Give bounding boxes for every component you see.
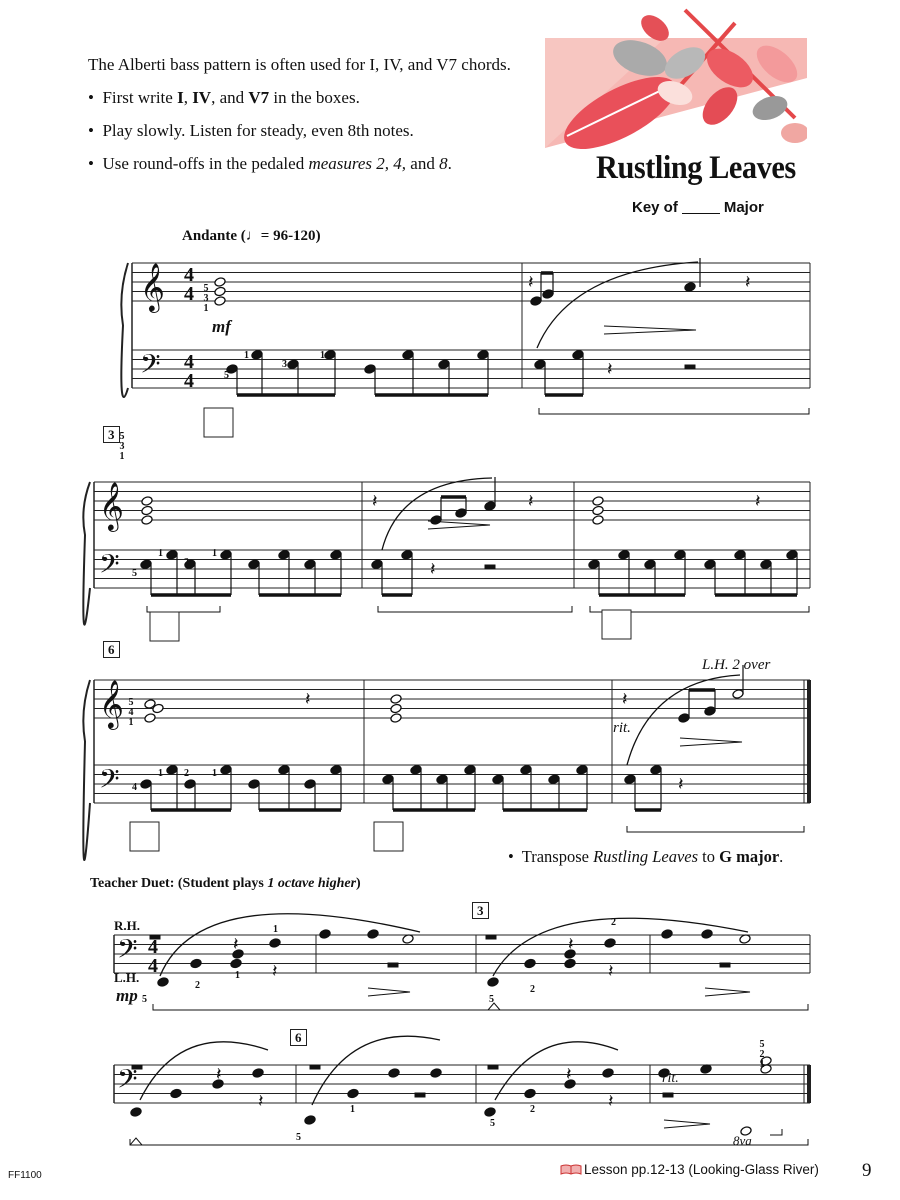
quarter-rest-icon: 𝄽 <box>430 559 436 580</box>
note-head <box>166 549 178 560</box>
note-head <box>214 286 226 297</box>
bass-clef-icon: 𝄢 <box>99 763 120 801</box>
note-head <box>602 1068 614 1079</box>
note-head <box>624 774 636 785</box>
note-head <box>330 764 342 775</box>
note-head <box>786 549 798 560</box>
finger-number: 5 <box>490 1118 495 1129</box>
note-head <box>678 713 690 724</box>
note-head <box>477 349 489 360</box>
note-head <box>304 779 316 790</box>
time-signature: 4 <box>148 955 158 977</box>
finger-number: 1 <box>212 548 217 559</box>
chord-answer-box[interactable] <box>374 822 403 851</box>
note-head <box>487 977 499 988</box>
time-signature: 4 <box>184 370 194 392</box>
book-icon <box>560 1164 582 1175</box>
duet-bass-staff-1 <box>114 935 810 973</box>
note-head <box>704 706 716 717</box>
note-head <box>484 1107 496 1118</box>
note-head <box>704 559 716 570</box>
measure-number-6: 6 <box>103 641 120 658</box>
finger-number: 2 <box>195 980 200 991</box>
half-rest <box>310 1065 320 1069</box>
finger-number: 1 <box>158 548 163 559</box>
note-head <box>324 349 336 360</box>
rit-marking-duet: rit. <box>662 1071 679 1086</box>
brace <box>83 482 90 625</box>
quarter-rest-icon: 𝄽 <box>372 491 378 512</box>
treble-clef-icon: 𝄞 <box>99 481 124 530</box>
note-head <box>319 929 331 940</box>
pedal-peak <box>130 1138 142 1145</box>
duet-measure-number-3: 3 <box>472 902 489 919</box>
finger-number: 5 <box>296 1132 301 1143</box>
slur <box>537 262 698 348</box>
quarter-rest-icon: 𝄽 <box>233 934 239 955</box>
note-head <box>184 779 196 790</box>
slur <box>382 478 492 550</box>
note-head <box>661 929 673 940</box>
note-head <box>734 549 746 560</box>
time-signature: 4 <box>184 351 194 373</box>
note-head <box>542 289 554 300</box>
quarter-note-icon: ♩ <box>245 228 261 244</box>
note-head <box>548 774 560 785</box>
note-head <box>438 359 450 370</box>
finger-number: 2 <box>611 917 616 928</box>
piece-title: Rustling Leaves <box>596 150 796 186</box>
intro-line: The Alberti bass pattern is often used for I, IV, and V7 chords. <box>88 55 511 74</box>
duet-measure-number-6: 6 <box>290 1029 307 1046</box>
note-head <box>455 508 467 519</box>
bass-clef-icon: 𝄢 <box>117 933 138 971</box>
half-rest <box>388 963 398 967</box>
half-rest <box>485 565 495 569</box>
time-signature: 4 <box>148 936 158 958</box>
lh-over-note: L.H. 2 over <box>702 657 771 673</box>
note-head <box>252 1068 264 1079</box>
half-rest <box>486 935 496 939</box>
finger-number: 2 <box>184 557 189 568</box>
half-rest <box>415 1093 425 1097</box>
bass-staff-2 <box>94 550 810 588</box>
finger-number: 1 <box>273 924 278 935</box>
quarter-rest-icon: 𝄽 <box>258 1091 264 1112</box>
note-head <box>141 515 153 526</box>
note-head <box>520 764 532 775</box>
finger-number: 1 <box>212 768 217 779</box>
decrescendo <box>604 326 696 334</box>
note-head <box>464 764 476 775</box>
note-head <box>364 364 376 375</box>
brace <box>83 680 90 860</box>
note-head <box>269 938 281 949</box>
quarter-rest-icon: 𝄽 <box>607 359 613 380</box>
measure-number-3: 3 <box>103 426 120 443</box>
finger-number: 1 <box>235 970 240 981</box>
note-head <box>492 774 504 785</box>
note-head <box>760 559 772 570</box>
note-head <box>140 779 152 790</box>
pedal-bracket <box>627 826 804 832</box>
note-head <box>230 958 242 969</box>
note-head <box>576 764 588 775</box>
decrescendo <box>705 988 750 996</box>
slur <box>495 1042 618 1100</box>
note-head <box>390 694 402 705</box>
time-signature: 4 <box>184 264 194 286</box>
note-head <box>214 277 226 288</box>
dynamic-mp: mp <box>116 986 138 1005</box>
note-head <box>732 689 744 700</box>
note-head <box>251 349 263 360</box>
note-head <box>592 496 604 507</box>
note-head <box>588 559 600 570</box>
quarter-rest-icon: 𝄽 <box>622 689 628 710</box>
finger-number: 1 <box>350 1104 355 1115</box>
finger-number: 2 <box>530 1104 535 1115</box>
finger-number: 5 <box>224 370 229 381</box>
note-head <box>278 764 290 775</box>
slur <box>140 1042 268 1100</box>
lesson-reference: Lesson pp.12-13 (Looking-Glass River) <box>560 1162 819 1177</box>
bullet-1: • First write I, IV, and V7 in the boxes. <box>88 88 360 107</box>
finger-number: 5 <box>132 568 137 579</box>
note-head <box>304 559 316 570</box>
key-of-label: Key of Major <box>632 199 764 216</box>
quarter-rest-icon: 𝄽 <box>528 491 534 512</box>
finger-number: 1 <box>244 350 249 361</box>
finger-number: 4 <box>132 782 137 793</box>
bass-clef-icon: 𝄢 <box>99 548 120 586</box>
teacher-duet-heading: Teacher Duet: (Student plays 1 octave higher) <box>90 876 361 891</box>
fingering-chord-531-m1: 5 3 1 <box>203 283 209 314</box>
note-head <box>388 1068 400 1079</box>
note-head <box>592 515 604 526</box>
note-head <box>304 1115 316 1126</box>
note-head <box>390 713 402 724</box>
quarter-rest-icon: 𝄽 <box>216 1064 222 1085</box>
note-head <box>190 958 202 969</box>
note-head <box>701 929 713 940</box>
note-head <box>367 929 379 940</box>
pedal-bracket <box>130 1139 808 1145</box>
tempo-marking: Andante (♩= 96-120) <box>182 228 321 244</box>
bass-clef-icon: 𝄢 <box>117 1063 138 1101</box>
quarter-rest-icon: 𝄽 <box>305 689 311 710</box>
bass-staff-3 <box>94 765 810 803</box>
fingering-chord-531-m3: 5 3 1 <box>119 431 125 462</box>
note-head <box>130 1107 142 1118</box>
note-head <box>604 938 616 949</box>
note-head <box>140 559 152 570</box>
finger-number: 5 <box>142 994 147 1005</box>
finger-number: 2 <box>530 984 535 995</box>
treble-clef-icon: 𝄞 <box>140 262 165 311</box>
time-signature: 4 <box>184 283 194 305</box>
treble-clef-icon: 𝄞 <box>99 679 124 728</box>
note-head <box>220 764 232 775</box>
note-head <box>390 703 402 714</box>
quarter-rest-icon: 𝄽 <box>678 774 684 795</box>
note-head <box>278 549 290 560</box>
duet-lh-label: L.H. <box>114 970 140 985</box>
half-rest <box>488 1065 498 1069</box>
note-head <box>572 349 584 360</box>
quarter-rest-icon: 𝄽 <box>528 272 534 293</box>
note-head <box>430 515 442 526</box>
note-head <box>157 977 169 988</box>
note-head <box>534 359 546 370</box>
catalog-code: FF1100 <box>8 1170 42 1181</box>
note-head <box>287 359 299 370</box>
note-head <box>371 559 383 570</box>
note-head <box>330 549 342 560</box>
pedal-bracket <box>147 606 220 612</box>
note-head <box>248 779 260 790</box>
note-head <box>436 774 448 785</box>
note-head <box>618 549 630 560</box>
chord-answer-box[interactable] <box>150 612 179 641</box>
finger-number: 1 <box>320 350 325 361</box>
quarter-rest-icon: 𝄽 <box>568 934 574 955</box>
dynamic-mf: mf <box>212 317 231 336</box>
half-rest <box>663 1093 673 1097</box>
note-head <box>592 505 604 516</box>
finger-number: 2 <box>184 768 189 779</box>
note-head <box>430 1068 442 1079</box>
note-head <box>524 958 536 969</box>
pedal-bracket <box>539 408 809 414</box>
quarter-rest-icon: 𝄽 <box>745 272 751 293</box>
finger-number: 1 <box>158 768 163 779</box>
pedal-bracket <box>378 606 572 612</box>
transpose-instruction: • Transpose Rustling Leaves to G major. <box>508 847 784 866</box>
note-head <box>382 774 394 785</box>
ottava-bracket <box>770 1129 782 1135</box>
treble-staff-1 <box>132 263 810 301</box>
bullet-3: • Use round-offs in the pedaled measures 2, 4, and 8. <box>88 154 452 173</box>
treble-staff-2 <box>94 482 810 520</box>
note-head <box>347 1088 359 1099</box>
note-head <box>684 282 696 293</box>
note-head <box>170 1088 182 1099</box>
note-head <box>220 549 232 560</box>
note-head <box>484 501 496 512</box>
note-head <box>166 764 178 775</box>
pedal-bracket <box>153 1004 808 1010</box>
note-head <box>401 549 413 560</box>
ottava-marking: 8va <box>733 1133 752 1148</box>
duet-rh-label: R.H. <box>114 918 140 933</box>
note-head <box>530 296 542 307</box>
note-head <box>248 559 260 570</box>
note-head <box>674 549 686 560</box>
rit-marking: rit. <box>613 720 631 736</box>
note-head <box>144 713 156 724</box>
half-rest <box>720 963 730 967</box>
note-head <box>214 296 226 307</box>
note-head <box>564 958 576 969</box>
finger-number: 5 <box>489 994 494 1005</box>
decrescendo <box>664 1120 710 1128</box>
fingering-chord-521: 5 2 1 <box>759 1039 765 1070</box>
note-head <box>141 496 153 507</box>
finger-number: 3 <box>282 359 287 370</box>
decrescendo <box>368 988 410 996</box>
page-number: 9 <box>862 1160 872 1181</box>
chord-answer-box[interactable] <box>204 408 233 437</box>
bass-clef-icon: 𝄢 <box>140 348 161 386</box>
fingering-chord-541: 5 4 1 <box>128 697 134 728</box>
quarter-rest-icon: 𝄽 <box>755 491 761 512</box>
quarter-rest-icon: 𝄽 <box>608 961 614 982</box>
note-head <box>644 559 656 570</box>
bullet-2: • Play slowly. Listen for steady, even 8th notes. <box>88 121 414 140</box>
decrescendo <box>680 738 742 746</box>
note-head <box>410 764 422 775</box>
note-head <box>524 1088 536 1099</box>
quarter-rest-icon: 𝄽 <box>608 1091 614 1112</box>
note-head <box>141 505 153 516</box>
chord-answer-box[interactable] <box>130 822 159 851</box>
note-head <box>650 764 662 775</box>
half-rest <box>685 365 695 369</box>
quarter-rest-icon: 𝄽 <box>566 1064 572 1085</box>
note-head <box>402 349 414 360</box>
treble-staff-3 <box>94 680 810 718</box>
brace <box>121 263 128 397</box>
chord-answer-box[interactable] <box>602 610 631 639</box>
quarter-rest-icon: 𝄽 <box>272 961 278 982</box>
